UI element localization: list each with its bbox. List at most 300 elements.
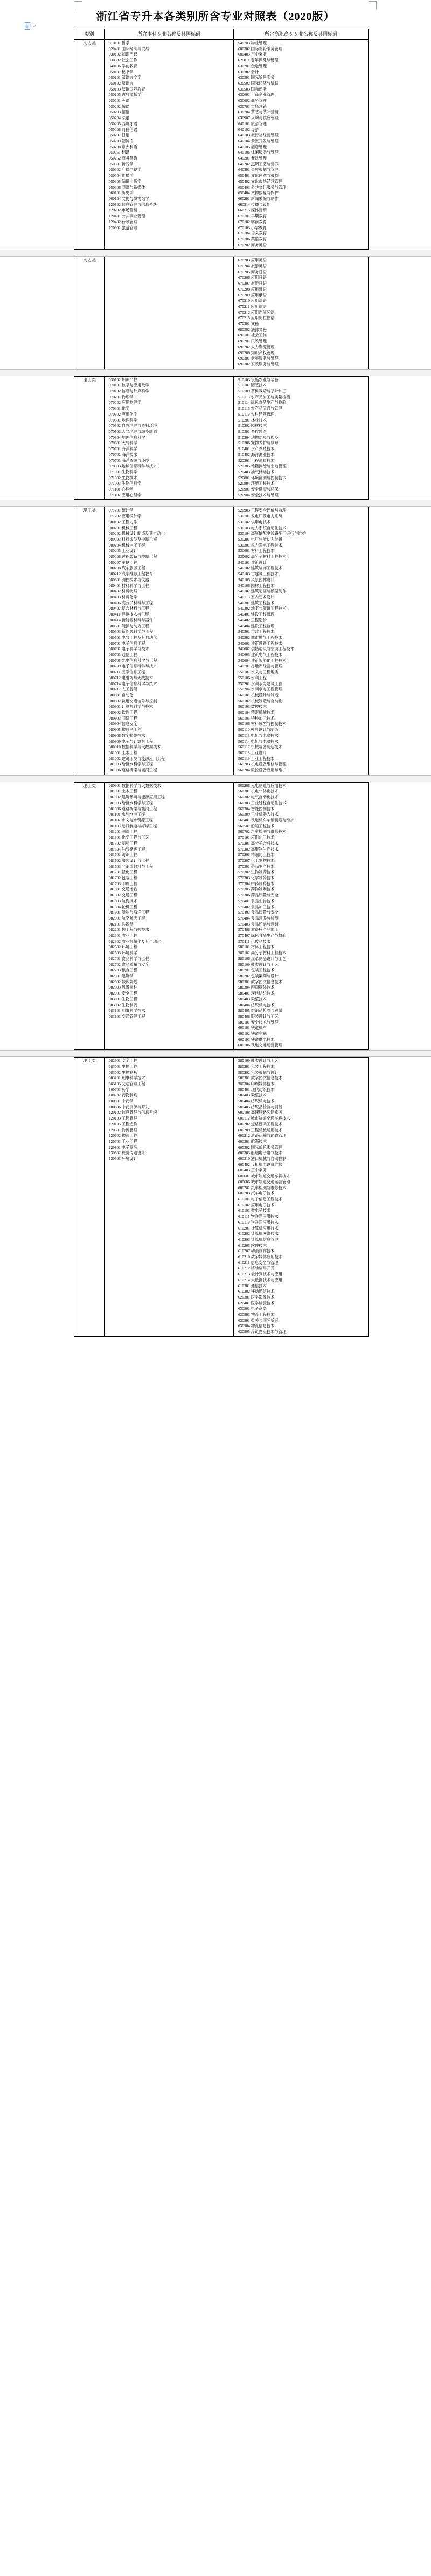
major-entry: 630502 国际经济与贸易: [238, 80, 279, 86]
major-entry: 080906 数字媒体技术: [109, 733, 145, 738]
benke-major-list: [107, 40, 232, 231]
major-entry: 081302 制药工程: [109, 840, 137, 846]
major-entry: 510401 水产养殖技术: [238, 446, 275, 452]
major-entry: 081003 给排水科学与工程: [109, 762, 154, 767]
major-entry: 120202 市场营销: [109, 208, 137, 213]
major-entry: 080910 数据科学与大数据技术: [109, 744, 161, 750]
major-entry: 570305 药物制剂技术: [238, 887, 275, 892]
major-entry: 120103 工程管理: [109, 1116, 137, 1121]
major-entry: 540602 供热通风与空调工程技术: [238, 646, 294, 652]
major-entry: 670208 应用韩语: [238, 286, 267, 292]
major-entry: 080701 电子信息工程: [109, 640, 145, 646]
major-entry: 560302 电气自动化技术: [238, 795, 279, 800]
major-entry: 070301 化学: [109, 406, 130, 411]
major-entry: 560102 机械制造与自动化: [238, 698, 283, 703]
major-entry: 690301 老年服务与管理: [238, 356, 279, 361]
major-entry: 570401 食品生物技术: [238, 898, 275, 903]
major-entry: 540401 建设工程管理: [238, 612, 275, 617]
major-entry: 550101 水文与工程地质: [238, 669, 279, 675]
major-entry: 081006 道路桥梁与渡河工程: [109, 768, 157, 773]
major-entry: 080903 网络工程: [109, 715, 137, 721]
major-entry: 080414 新能源材料与器件: [109, 617, 154, 623]
major-entry: 560114 电机与电器技术: [238, 738, 279, 744]
major-entry: 100806 中药资源与开发: [109, 1104, 149, 1109]
major-entry: 540103 古建筑工程技术: [238, 571, 279, 577]
major-entry: 080705 光电信息科学与工程: [109, 658, 157, 663]
major-entry: 580106 皮革制品设计与工艺: [238, 956, 287, 961]
major-entry: 690201 民政管理: [238, 339, 267, 344]
major-entry: 610207 动漫制作技术: [238, 1248, 275, 1254]
major-entry: 050304 传播学: [109, 173, 134, 178]
major-entry: 081803 航海技术: [109, 898, 137, 903]
major-entry: 560309 工业机器人技术: [238, 812, 279, 817]
major-entry: 670204 旅游英语: [238, 264, 267, 269]
major-entry: 510119 农村经营管理: [238, 411, 275, 417]
major-entry: 570303 化学制药技术: [238, 875, 275, 881]
major-entry: 050238 意大利语: [109, 144, 137, 149]
major-entry: 630601 工商企业管理: [238, 92, 275, 98]
major-entry: 560119 工业工程技术: [238, 756, 275, 761]
major-entry: 580405 纺织品检验与贸易: [238, 1008, 283, 1013]
gaozhi-major-list-cell: [234, 507, 369, 775]
major-entry: 081101 水利水电工程: [109, 812, 145, 817]
benke-major-list: [107, 377, 232, 499]
major-entry: 081002 建筑环境与能源应用工程: [109, 795, 165, 800]
column-header: 所含高职高专专业名称及其国标码: [234, 29, 369, 40]
major-entry: 050206 阿拉伯语: [109, 127, 137, 132]
major-entry: 020401 国际经济与贸易: [109, 46, 149, 51]
major-entry: 570304 中药制药技术: [238, 881, 275, 886]
major-comparison-table: [74, 376, 369, 500]
major-entry: 560103 数控技术: [238, 704, 267, 709]
major-entry: 690208 知识产权管理: [238, 350, 275, 355]
gaozhi-major-list-cell: [234, 40, 369, 250]
chevron-down-icon: [33, 25, 36, 27]
major-entry: 081301 化学工程与工艺: [109, 835, 149, 840]
major-entry: 600405 空中乘务: [238, 1168, 267, 1173]
major-entry: 560105 特种加工技术: [238, 715, 275, 721]
major-entry: 070201 物理学: [109, 394, 134, 399]
major-entry: 050302 广播电视学: [109, 167, 142, 172]
major-entry: 050103 汉语国际教育: [109, 86, 145, 92]
major-entry: 540302 地下与隧道工程技术: [238, 606, 287, 611]
major-entry: 610211 信息安全与管理: [238, 1260, 279, 1265]
major-entry: 081702 包装工程: [109, 875, 137, 881]
major-entry: 050262 商务英语: [109, 156, 137, 161]
major-entry: 082502 环境工程: [109, 944, 137, 950]
major-entry: 610302 移动通信技术: [238, 1289, 275, 1294]
benke-major-list: [107, 783, 232, 1020]
major-entry: 050105 古典文献学: [109, 92, 142, 98]
major-entry: 070504 地理信息科学: [109, 434, 145, 440]
gaozhi-major-list-cell: [234, 376, 369, 500]
major-entry: 120102 信息管理与信息系统: [109, 202, 157, 207]
major-entry: 670212 应用西班牙语: [238, 309, 275, 315]
major-entry: 580304 印刷媒体技术: [238, 985, 275, 990]
major-entry: 690202 人力资源管理: [238, 344, 275, 349]
major-entry: 120801 电子商务: [109, 1144, 137, 1150]
major-entry: 620401 医学检验技术: [238, 1300, 275, 1306]
major-entry: 540106 园林工程技术: [238, 583, 275, 588]
major-entry: 060101 历史学: [109, 190, 134, 196]
benke-major-list-cell: [105, 257, 234, 369]
major-entry: 520804 环境工程技术: [238, 481, 275, 486]
major-entry: 580202 包装策划与设计: [238, 1069, 279, 1075]
major-entry: 083101 刑事科学技术: [109, 1008, 145, 1013]
major-entry: 520403 油气储运技术: [238, 469, 275, 474]
major-entry: 082302 农业机械化及其自动化: [109, 938, 161, 944]
major-entry: 120102 信息管理与信息系统: [109, 1110, 157, 1115]
major-entry: 070503 人文地理与城乡规划: [109, 429, 157, 434]
major-entry: 640202 烹调工艺与营养: [238, 161, 279, 167]
major-entry: 050301 新闻学: [109, 161, 134, 167]
major-entry: 080401 材料科学与工程: [109, 583, 149, 588]
major-entry: 600112 城市轨道交通车辆技术: [238, 1116, 290, 1121]
major-entry: 520905 工程安全评价与监理: [238, 508, 287, 513]
major-entry: 510103 设施农业与装备: [238, 377, 279, 382]
major-entry: 080208 汽车服务工程: [109, 565, 145, 571]
table-row: [74, 257, 369, 369]
major-entry: 080204 机械电子工程: [109, 542, 145, 548]
major-entry: 610119 物联网应用技术: [238, 1219, 279, 1225]
major-entry: 630503 国际商务: [238, 86, 267, 92]
major-entry: 650402 文化市场经营管理: [238, 178, 283, 184]
major-entry: 580401 现代纺织技术: [238, 991, 275, 996]
major-entry: 080902 软件工程: [109, 710, 137, 715]
major-entry: 600102 铁道车辆: [238, 1031, 267, 1037]
table-row: [74, 782, 369, 1049]
major-entry: 640201 餐饮管理: [238, 156, 267, 161]
major-entry: 081201 测绘工程: [109, 829, 137, 834]
major-entry: 071102 应用心理学: [109, 492, 141, 498]
major-entry: 070302 应用化学: [109, 411, 137, 417]
major-entry: 600606 城市轨道交通运营管理: [238, 1179, 290, 1184]
benke-major-list: [107, 1058, 232, 1162]
major-entry: 120901 旅游管理: [109, 225, 137, 230]
major-entry: 520301 工程测量技术: [238, 458, 275, 463]
major-comparison-table: [74, 1057, 369, 1337]
major-entry: 083001 生物工程: [109, 996, 137, 1002]
major-entry: 120402 行政管理: [109, 219, 137, 224]
major-entry: 670103 小学教育: [238, 225, 267, 230]
major-entry: 040106 学前教育: [109, 63, 137, 68]
major-entry: 610101 电子信息工程技术: [238, 1197, 283, 1201]
major-entry: 082701 食品科学与工程: [109, 956, 149, 961]
major-entry: 120601 物流管理: [109, 1127, 137, 1132]
page-title: 浙江省专升本各类别所含专业对照表（2020版）: [96, 11, 335, 23]
major-entry: 050102 汉语言: [109, 80, 134, 86]
major-entry: 560702 汽车检测与维修技术: [238, 829, 287, 834]
major-entry: 080703 通信工程: [109, 652, 137, 658]
major-entry: 580404 纺织机电技术: [238, 1002, 275, 1007]
gaozhi-major-list: [236, 258, 367, 367]
major-entry: 010101 哲学: [109, 40, 130, 45]
major-entry: 080205 工业设计: [109, 548, 137, 554]
major-entry: 080301 测控技术与仪器: [109, 577, 149, 582]
major-entry: 070703 海洋资源与环境: [109, 458, 149, 463]
major-entry: 530301 风力发电工程技术: [238, 542, 283, 548]
major-entry: 081801 交通运输: [109, 887, 137, 892]
major-entry: 560104 精密机械技术: [238, 710, 275, 715]
major-entry: 650401 文化创意与策划: [238, 173, 279, 178]
major-entry: 560117 机械装备制造技术: [238, 744, 282, 750]
major-entry: 640104 景区开发与管理: [238, 138, 279, 143]
page-break: [0, 1050, 431, 1057]
major-entry: 050306 网络与新媒体: [109, 184, 145, 190]
major-entry: 510113 农产品加工与质量检测: [238, 394, 290, 399]
major-entry: 081602 服装设计与工程: [109, 858, 149, 863]
table-row: [74, 376, 369, 500]
major-entry: 510202 园林技术: [238, 423, 267, 429]
major-entry: 630302 会计: [238, 69, 259, 74]
major-entry: 570411 化妆品技术: [238, 938, 270, 944]
major-entry: 600212 道路运输与路政管理: [238, 1133, 287, 1138]
major-entry: 083103 交通管理工程: [109, 1013, 145, 1019]
major-entry: 540703 物业管理: [238, 40, 267, 45]
category-cell: 理工类: [74, 376, 105, 500]
gaozhi-major-list-cell: [234, 782, 369, 1049]
major-entry: 083001 生物工程: [109, 1063, 137, 1069]
major-entry: 630801 电子商务: [238, 1306, 267, 1311]
major-entry: 570306 药品质量与安全: [238, 893, 279, 898]
major-entry: 630704 茶艺与茶叶营销: [238, 109, 279, 115]
major-entry: 670102 学前教育: [238, 219, 267, 224]
major-entry: 640106 休闲服务与管理: [238, 150, 279, 155]
major-entry: 600405 空中乘务: [238, 52, 267, 57]
major-entry: 510306 宠物养护与驯导: [238, 440, 279, 446]
major-entry: 081006 道路桥梁与渡河工程: [109, 806, 157, 811]
major-entry: 540113 室内艺术设计: [238, 594, 275, 599]
major-entry: 570302 生物制药技术: [238, 869, 275, 875]
major-entry: 080909 电子与计算机工程: [109, 738, 154, 744]
major-entry: 580405 纺织品检验与贸易: [238, 1104, 283, 1109]
major-entry: 080102 工程力学: [109, 519, 137, 524]
major-entry: 570404 食品营养与检测: [238, 915, 279, 921]
column-header: 类别: [74, 29, 105, 40]
major-entry: 130503 环境设计: [109, 1156, 137, 1162]
major-entry: 540105 风景园林设计: [238, 577, 275, 582]
major-entry: 610202 计算机网络技术: [238, 1231, 279, 1237]
major-entry: 540402 工程造价: [238, 617, 267, 623]
major-entry: 670203 应用英语: [238, 258, 267, 263]
major-entry: 610203 计算机信息管理: [238, 1237, 279, 1242]
major-entry: 070601 大气科学: [109, 440, 137, 446]
major-entry: 050204 法语: [109, 115, 130, 121]
major-entry: 080402 材料物理: [109, 589, 137, 594]
major-entry: 570406 农畜特产品加工: [238, 927, 279, 933]
major-entry: 670209 应用俄语: [238, 292, 267, 298]
major-entry: 082702 食品质量与安全: [109, 962, 149, 967]
major-entry: 070701 海洋科学: [109, 446, 137, 452]
major-entry: 082503 环境科学: [109, 950, 137, 956]
page-break: [0, 775, 431, 782]
major-entry: 670202 商务英语: [238, 242, 267, 247]
major-entry: 560401 铁道机车车辆制造与维护: [238, 818, 294, 823]
major-entry: 080601 电气工程及其自动化: [109, 634, 157, 640]
major-entry: 080203 材料成型及控制工程: [109, 536, 157, 542]
major-entry: 580201 包装工程技术: [238, 1063, 275, 1069]
major-entry: 530602 高分子材料工程技术: [238, 554, 287, 560]
major-entry: 580406 服装设计与工艺: [238, 1013, 279, 1019]
major-entry: 520904 安全技术与管理: [238, 492, 279, 498]
major-entry: 600202 道路桥梁工程技术: [238, 1121, 283, 1127]
major-entry: 600703 汽车电子技术: [238, 1191, 275, 1196]
major-entry: 630905 冷链物流技术与管理: [238, 1329, 287, 1335]
major-entry: 070903 地球信息科学与技术: [109, 464, 157, 469]
gaozhi-major-list: [236, 783, 367, 1048]
category-cell: 文史类: [74, 40, 105, 250]
major-entry: 080901 数据科学与大数据技术: [109, 783, 161, 788]
category-cell: 理工类: [74, 1058, 105, 1337]
major-entry: 082901 安全工程: [109, 991, 137, 996]
page-break: [0, 369, 431, 376]
major-entry: 080717 人工智能: [109, 687, 137, 692]
major-entry: 540301 建筑工程技术: [238, 600, 275, 605]
major-entry: 050305 编辑出版学: [109, 178, 142, 184]
major-entry: 540102 建筑装饰工程技术: [238, 565, 283, 571]
benke-major-list-cell: [105, 782, 234, 1049]
major-entry: 540604 建筑智能化工程技术: [238, 658, 287, 663]
major-entry: 570301 药品生产技术: [238, 864, 275, 869]
major-entry: 100702 药物制剂: [109, 1093, 137, 1098]
gaozhi-major-list-cell: [234, 1058, 369, 1337]
major-entry: 080207 车辆工程: [109, 560, 137, 565]
major-entry: 560113 电机与电器技术: [238, 733, 279, 738]
major-entry: 071003 生物信息学: [109, 481, 142, 486]
major-entry: 080801 自动化: [109, 692, 134, 697]
major-entry: 580301 数字图文信息技术: [238, 979, 283, 984]
column-header: 所含本科专业名称及其国标码: [105, 29, 234, 40]
major-entry: 530103 电力系统自动化技术: [238, 525, 287, 530]
major-entry: 570405 食品贮运与营销: [238, 921, 279, 927]
major-entry: 640101 旅游管理: [238, 121, 267, 126]
major-entry: 081901 船舶与海洋工程: [109, 910, 149, 915]
major-entry: 070501 地理科学: [109, 417, 137, 423]
gaozhi-major-list: [236, 40, 367, 248]
major-entry: 570202 高聚物生产技术: [238, 846, 279, 852]
major-entry: 080905 物联网工程: [109, 727, 142, 733]
major-entry: 060104 文物与博物馆学: [109, 196, 149, 201]
major-entry: 083002 生物制药: [109, 1002, 137, 1007]
major-entry: 120105 工程造价: [109, 1121, 137, 1127]
major-entry: 650404 文物修复与保护: [238, 190, 279, 196]
major-entry: 081103 港口航道与海岸工程: [109, 823, 157, 828]
major-entry: 560204 数控设备应用与维护: [238, 768, 287, 773]
major-entry: 560303 工业过程自动化技术: [238, 800, 287, 805]
major-entry: 071001 生物科学: [109, 469, 137, 474]
major-entry: 610205 软件技术: [238, 1242, 267, 1248]
gaozhi-major-list: [236, 508, 367, 773]
major-entry: 071101 心理学: [109, 487, 134, 492]
major-entry: 660201 新闻采编与制作: [238, 196, 279, 201]
major-entry: 660214 传播与策划: [238, 202, 271, 207]
major-entry: 510114 绿色食品生产与检验: [238, 400, 287, 405]
major-entry: 560206 光电制造与应用技术: [238, 783, 287, 788]
major-entry: 080503 新能源科学与工程: [109, 629, 154, 634]
major-entry: 510301 畜牧兽医: [238, 429, 267, 434]
major-entry: 570201 高分子合成技术: [238, 840, 279, 846]
major-entry: 082201 核工程与核技术: [109, 927, 149, 933]
major-entry: 580301 数字图文信息技术: [238, 1075, 283, 1081]
document-icon[interactable]: [25, 19, 36, 32]
major-entry: 600702 汽车检测与维修技术: [238, 1185, 287, 1190]
major-entry: 081804 轮机工程: [109, 904, 137, 909]
major-entry: 670106 英语教育: [238, 236, 267, 241]
major-entry: 081002 建筑环境与能源应用工程: [109, 756, 165, 761]
table-row: [74, 40, 369, 250]
major-entry: 580109 鞋类设计与工艺: [238, 962, 279, 967]
major-entry: 510304 动物防疫与检疫: [238, 434, 279, 440]
major-entry: 540603 建筑电气工程技术: [238, 652, 283, 658]
major-entry: 540501 市政工程技术: [238, 629, 275, 634]
major-entry: 081003 给排水科学与工程: [109, 800, 154, 805]
major-entry: 080904 信息安全: [109, 721, 137, 727]
major-entry: 550204 水利水电工程管理: [238, 687, 283, 692]
page-break: [0, 250, 431, 257]
major-entry: 580102 高分子材料工程技术: [238, 950, 287, 956]
major-entry: 080712 电磁场与无线技术: [109, 675, 154, 680]
gaozhi-major-list-cell: [234, 257, 369, 369]
major-entry: 670215 应用阿拉伯语: [238, 315, 275, 321]
major-entry: 120602 物流工程: [109, 1133, 137, 1138]
major-entry: 580403 染整技术: [238, 996, 267, 1002]
major-entry: 082901 安全工程: [109, 1058, 137, 1063]
major-entry: 670301 文秘: [238, 321, 259, 327]
major-comparison-table-host: [0, 29, 431, 1337]
major-entry: 070102 信息与计算科学: [109, 389, 149, 394]
major-entry: 540107 建筑动画与模型制作: [238, 589, 287, 594]
major-entry: 070702 海洋技术: [109, 452, 137, 457]
major-entry: 530101 发电厂及电力系统: [238, 514, 283, 519]
major-comparison-table: [74, 507, 369, 775]
major-entry: 610102 应用电子技术: [238, 1202, 275, 1207]
major-entry: 600302 国际邮轮乘务管理: [238, 1144, 283, 1150]
major-entry: 081603 非织造材料与工程: [109, 864, 154, 869]
major-comparison-table: [74, 782, 369, 1050]
major-entry: 630903 物流工程技术: [238, 1312, 275, 1317]
major-entry: 570101 应用化工技术: [238, 835, 275, 840]
major-entry: 083101 刑事科学技术: [109, 1075, 145, 1081]
major-entry: 050101 汉语言文学: [109, 75, 142, 80]
major-entry: 030102 知识产权: [109, 377, 137, 382]
major-entry: 080411 焊接技术与工程: [109, 612, 149, 617]
major-entry: 540701 房地产经营与管理: [238, 664, 283, 669]
category-cell: 理工类: [74, 782, 105, 1049]
major-entry: 560118 工业设计: [238, 750, 267, 755]
major-entry: 600209 工程机械运用技术: [238, 1127, 283, 1132]
major-entry: 590101 安全技术与管理: [238, 1019, 279, 1025]
major-entry: 600302 国际邮轮乘务管理: [238, 46, 283, 51]
major-entry: 630901 报关与国际货运: [238, 1317, 279, 1323]
major-entry: 080407 复合材料与工程: [109, 606, 149, 611]
major-entry: 600108 高速铁路客运乘务: [238, 1110, 283, 1115]
major-entry: 081601 纺织工程: [109, 852, 137, 858]
major-entry: 560101 机械设计与制造: [238, 692, 279, 697]
major-entry: 071201 统计学: [109, 508, 134, 513]
major-entry: 083103 交通管理工程: [109, 1081, 145, 1086]
major-entry: 520901 安全健康与环保: [238, 487, 279, 492]
major-entry: 670205 商务日语: [238, 269, 267, 274]
page-break: [0, 500, 431, 507]
major-entry: 560110 模具设计与制造: [238, 727, 279, 733]
major-entry: 600301 航海技术: [238, 1138, 267, 1144]
major-entry: 610214 大数据技术与应用: [238, 1277, 283, 1282]
major-entry: 081703 印刷工程: [109, 881, 137, 886]
major-entry: 630501 国际贸易实务: [238, 75, 275, 80]
major-comparison-table: [74, 257, 369, 369]
major-entry: 050202 俄语: [109, 103, 130, 109]
major-entry: 550201 水利水电建筑工程: [238, 681, 283, 686]
